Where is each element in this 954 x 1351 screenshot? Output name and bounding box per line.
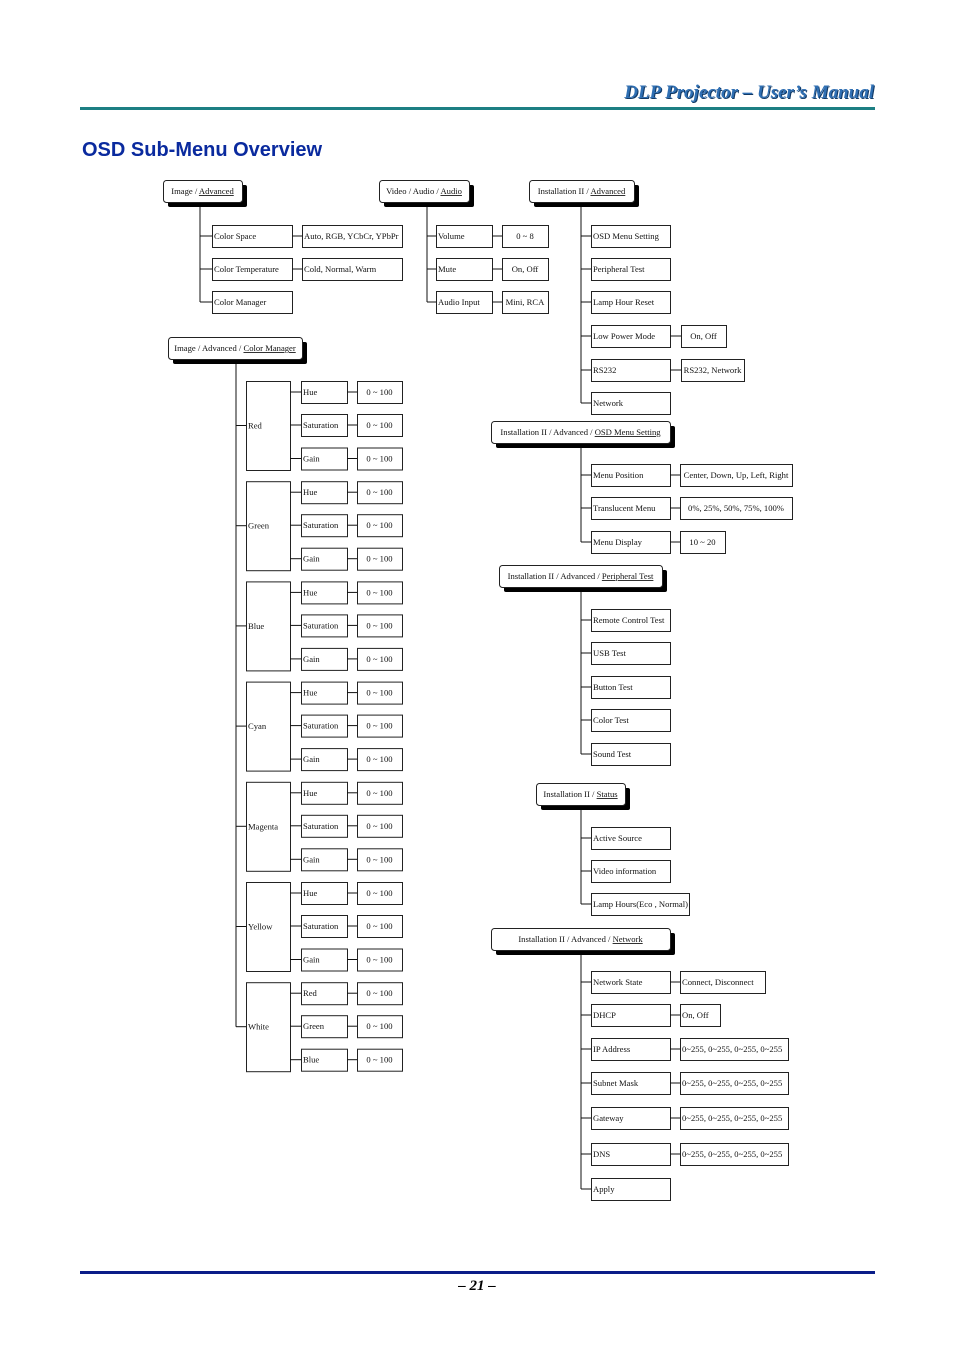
color-item-text: Red [303,988,317,999]
color-item-text: Saturation [303,520,339,531]
image-advanced-value-text: Auto, RGB, YCbCr, YPbPr [304,231,399,241]
color-group-name: Green [248,520,269,531]
color-item-text: Saturation [303,720,339,731]
color-group-name: White [248,1021,269,1032]
peripheral-test-item-text: USB Test [593,648,626,658]
network-value-text: 0~255, 0~255, 0~255, 0~255 [682,1113,783,1123]
color-item-text: Gain [303,553,320,564]
osd-menu-setting-title-link: OSD Menu Setting [594,427,661,437]
color-group-name: Blue [248,620,265,631]
color-item-text: Saturation [303,921,339,931]
image-advanced-item-text: Color Temperature [214,264,279,274]
network-value-text: 0~255, 0~255, 0~255, 0~255 [682,1044,783,1054]
network-value-text: 0~255, 0~255, 0~255, 0~255 [682,1078,783,1088]
color-value-text: 0 ~ 100 [366,420,393,430]
color-group-name: Magenta [248,821,279,832]
installation-advanced-item-text: RS232 [593,365,617,375]
color-group-name: Cyan [248,721,267,732]
video-audio-item-text: Mute [438,264,457,274]
peripheral-test-title-link: Peripheral Test [601,571,654,581]
color-item-text: Saturation [303,420,339,430]
osd-menu-setting-item-text: Menu Position [593,470,644,480]
color-value-text: 0 ~ 100 [366,1021,393,1032]
color-item-text: Gain [303,453,320,464]
section-title: OSD Sub-Menu Overview [82,139,323,161]
installation-advanced-value-text: RS232, Network [683,365,742,375]
color-value-text: 0 ~ 100 [366,1054,393,1065]
color-value-text: 0 ~ 100 [366,854,393,865]
network-item-text: IP Address [593,1044,631,1054]
color-value-text: 0 ~ 100 [366,720,393,731]
installation-advanced-item-text: Low Power Mode [593,331,656,341]
page-number: – 21 – [458,1278,496,1294]
color-value-text: 0 ~ 100 [366,520,393,531]
color-value-text: 0 ~ 100 [366,453,393,464]
color-item-text: Gain [303,754,320,765]
network-item-text: Subnet Mask [593,1078,639,1088]
color-value-text: 0 ~ 100 [366,487,393,498]
network-value-text: Connect, Disconnect [682,977,754,987]
network-value-text: 0~255, 0~255, 0~255, 0~255 [682,1149,783,1159]
color-item-text: Saturation [303,620,339,631]
osd-menu-setting-title-prefix: Installation II / Advanced / [500,427,595,437]
network-item-text: Gateway [593,1113,624,1123]
network-item-text: Apply [593,1184,615,1194]
installation-advanced-item-text: OSD Menu Setting [593,231,659,241]
color-manager-title-prefix: Image / Advanced / [174,343,244,353]
network-item-text: DNS [593,1149,611,1159]
network-title-text [518,934,643,944]
image-advanced-item-text: Color Manager [214,297,267,307]
color-item-text: Hue [303,587,318,598]
footer-rule [80,1271,875,1274]
color-item-text: Hue [303,387,318,397]
network-value-text: On, Off [682,1010,709,1020]
video-audio-value-text: 0 ~ 8 [516,231,534,241]
network-title-prefix: Installation II / Advanced / [518,934,613,944]
color-value-text: 0 ~ 100 [366,754,393,765]
video-audio-item-text: Volume [438,231,465,241]
image-advanced-item-text: Color Space [214,231,257,241]
video-audio-value-text: Mini, RCA [505,297,545,307]
color-item-text: Hue [303,487,318,498]
video-audio-item-text: Audio Input [438,297,480,307]
installation-advanced-value-text: On, Off [690,331,717,341]
image-advanced-title-link: Advanced [198,186,234,196]
network-item-text: Network State [593,977,643,987]
color-item-text: Hue [303,687,318,698]
color-value-text: 0 ~ 100 [366,620,393,631]
video-audio-title-text [386,186,462,196]
osd-menu-setting-value-text: Center, Down, Up, Left, Right [683,470,789,480]
network-item-text: DHCP [593,1010,616,1020]
osd-menu-setting-title-text [500,427,661,437]
color-manager-title-text [174,343,296,353]
color-value-text: 0 ~ 100 [366,921,393,931]
color-value-text: 0 ~ 100 [366,888,393,898]
image-advanced-title-text [171,186,234,196]
color-item-text: Gain [303,954,320,965]
installation-advanced-item-text: Lamp Hour Reset [593,297,655,307]
color-value-text: 0 ~ 100 [366,687,393,698]
color-manager-title-link: Color Manager [243,343,296,353]
image-advanced-value-text: Cold, Normal, Warm [304,264,377,274]
color-item-text: Blue [303,1054,320,1065]
video-audio-title-prefix: Video / Audio / [386,186,441,196]
status-title-link: Status [596,789,618,799]
status-item-text: Lamp Hours(Eco , Normal) [593,899,688,909]
osd-menu-setting-item-text: Translucent Menu [593,503,656,513]
video-audio-value-text: On, Off [511,264,539,274]
color-value-text: 0 ~ 100 [366,553,393,564]
header-title: DLP Projector – User’s Manual [624,82,874,103]
peripheral-test-item-text: Color Test [593,715,629,725]
color-group-name: Yellow [248,921,273,932]
color-value-text: 0 ~ 100 [366,988,393,999]
peripheral-test-title-prefix: Installation II / Advanced / [507,571,602,581]
peripheral-test-item-text: Button Test [593,682,633,692]
peripheral-test-title-text [508,571,654,581]
status-item-text: Active Source [593,833,642,843]
color-item-text: Hue [303,787,318,798]
status-title-text [543,789,618,799]
status-title-prefix: Installation II / [543,789,597,799]
peripheral-test-item-text: Sound Test [593,749,632,759]
video-audio-title-link: Audio [440,186,462,196]
installation-advanced-item-text: Network [593,398,624,408]
osd-menu-setting-value-text: 0%, 25%, 50%, 75%, 100% [688,503,784,513]
color-item-text: Saturation [303,820,339,831]
color-value-text: 0 ~ 100 [366,587,393,598]
network-title-link: Network [612,934,643,944]
installation-advanced-item-text: Peripheral Test [593,264,645,274]
color-value-text: 0 ~ 100 [366,653,393,664]
color-item-text: Hue [303,888,318,898]
color-value-text: 0 ~ 100 [366,820,393,831]
installation-advanced-title-link: Advanced [590,186,626,196]
color-group-name: Red [248,420,262,431]
installation-advanced-title-prefix: Installation II / [537,186,591,196]
status-item-text: Video information [593,866,657,876]
color-value-text: 0 ~ 100 [366,787,393,798]
color-value-text: 0 ~ 100 [366,387,393,397]
osd-menu-setting-value-text: 10 ~ 20 [689,537,716,547]
color-item-text: Gain [303,653,320,664]
color-item-text: Green [303,1021,324,1032]
color-value-text: 0 ~ 100 [366,954,393,965]
image-advanced-title-prefix: Image / [171,186,199,196]
peripheral-test-item-text: Remote Control Test [593,615,665,625]
color-item-text: Gain [303,854,320,865]
osd-menu-setting-item-text: Menu Display [593,537,642,547]
installation-advanced-title-text [538,186,626,196]
